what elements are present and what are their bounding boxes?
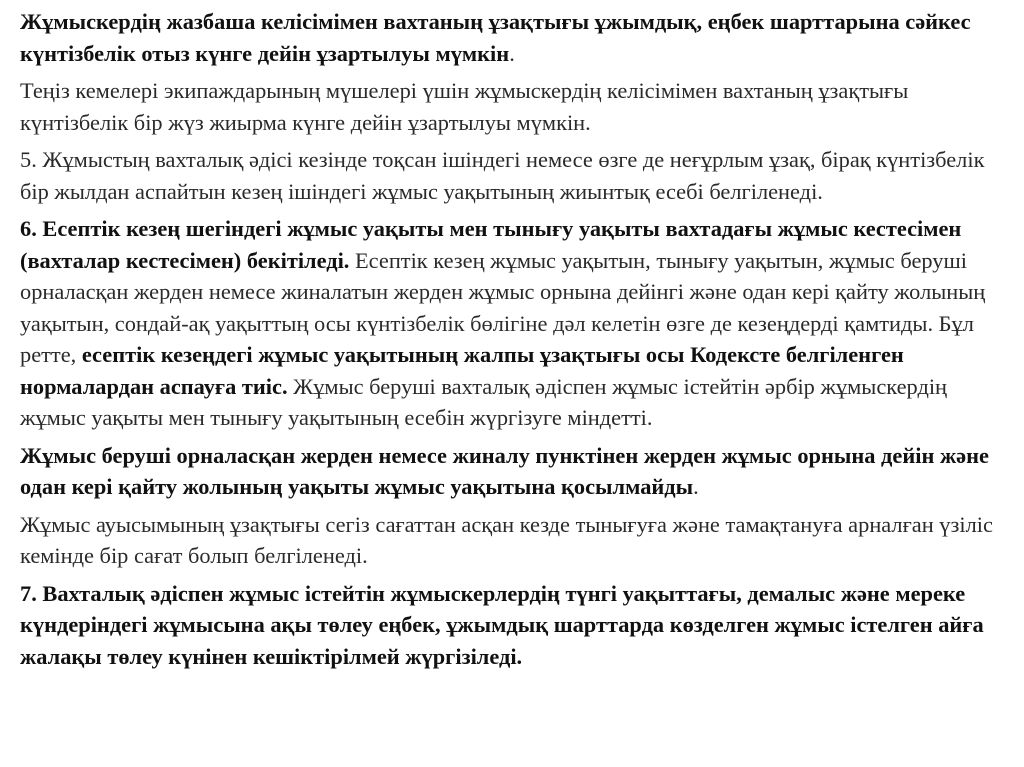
paragraph-item-5 xyxy=(20,144,1010,207)
paragraph-tail: . xyxy=(693,474,699,499)
document-page xyxy=(20,6,1010,678)
paragraph-text: Есептік кезең жұмыс уақытын, тынығу уақытын, жұмыс беруші орналасқан жерден немесе жиналатын жерден жұмыс орнына дейінгі және одан кері қайту жолының уақытын, сондай-ақ уақыттың осы күнтізбелік бөлігіне дәл келетін өзге де кезеңдерді қамтиды. Бұл ретте, xyxy=(20,247,986,367)
paragraph-text: Теңіз кемелері экипаждарының мүшелері үшін жұмыскердің келісімімен вахтаның ұзақтығы күнтізбелік бір жүз жиырма күнге дейін ұзартылуы мүмкін. xyxy=(20,78,909,135)
paragraph-bold-text: Жұмыс беруші орналасқан жерден немесе жиналу пунктінен жерден жұмыс орнына дейін және одан кері қайту жолының уақыты жұмыс уақытына қосылмайды xyxy=(20,442,989,499)
paragraph-vahta-extension xyxy=(20,6,1010,69)
paragraph-text: Жұмыс ауысымының ұзақтығы сегіз сағаттан асқан кезде тынығуға және тамақтануға арналған үзіліс кемінде бір сағат болып белгіленеді. xyxy=(20,511,993,568)
paragraph-bold-text: 6. Есептік кезең шегіндегі жұмыс уақыты мен тынығу уақыты вахтадағы жұмыс кестесімен (вахталар кестесімен) бекітіледі. xyxy=(20,216,962,273)
paragraph-item-7 xyxy=(20,578,1010,673)
paragraph-travel-time xyxy=(20,440,1010,503)
paragraph-bold-text: есептік кезеңдегі жұмыс уақытының жалпы ұзақтығы осы Кодексте белгіленген нормалардан аспауға тиіс. xyxy=(20,342,904,399)
paragraph-text: Жұмыс беруші вахталық әдіспен жұмыс істейтін әрбір жұмыскердің жұмыс уақыты мен тынығу уақытының есебін жүргізуге міндетті. xyxy=(20,373,948,430)
paragraph-item-6 xyxy=(20,213,1010,434)
paragraph-break-time xyxy=(20,509,1010,572)
paragraph-bold-text: Жұмыскердің жазбаша келісімімен вахтаның ұзақтығы ұжымдық, еңбек шарттарына сәйкес күнтізбелік отыз күнге дейін ұзартылуы мүмкін xyxy=(20,9,971,66)
paragraph-text: 7. Вахталық әдіспен жұмыс істейтін жұмыскерлердің түнгі уақыттағы, демалыс және мереке күндеріндегі жұмысына ақы төлеу еңбек, ұжымдық шарттарда көзделген жұмыс істелген айға жалақы төлеу күнінен кешіктірілмей жүргізіледі. xyxy=(20,580,984,669)
paragraph-tail: . xyxy=(509,40,515,66)
paragraph-sea-vessels xyxy=(20,75,1010,138)
paragraph-text: 5. Жұмыстың вахталық әдісі кезінде тоқсан ішіндегі немесе өзге де неғұрлым ұзақ, бірақ күнтізбелік бір жылдан аспайтын кезең ішіндегі жұмыс уақытының жиынтық есебі белгіленеді. xyxy=(20,147,985,204)
